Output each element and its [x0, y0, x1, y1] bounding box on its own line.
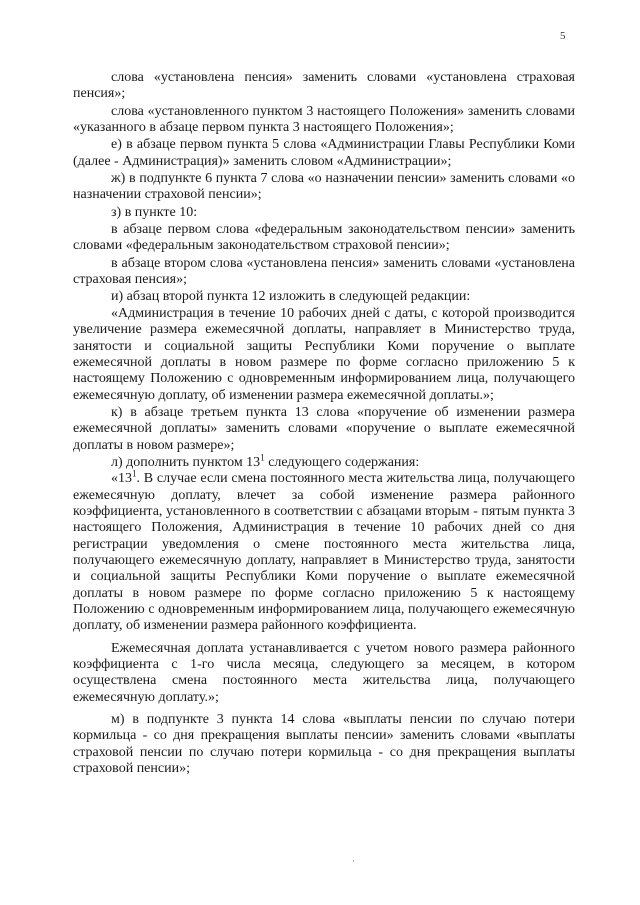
paragraph: м) в подпункте 3 пункта 14 слова «выплаты пенсии по случаю потери кормильца - со дня прекращения выплаты пенсии» заменить словами «выплаты страховой пенсии по случаю потери кормильца - со дня прекращения выплаты страховой пенсии»;	[73, 712, 575, 777]
paragraph-text: л) дополнить пунктом 13	[111, 454, 261, 470]
paragraph	[73, 468, 575, 634]
superscript: 1	[260, 452, 265, 463]
superscript: 1	[132, 468, 137, 479]
paragraph-text: следующего содержания:	[264, 454, 420, 470]
paragraph: к) в абзаце третьем пункта 13 слова «поручение об изменении размера ежемесячной доплаты» заменить словами «поручение о выплате ежемесячной доплаты в новом размере»;	[73, 404, 575, 453]
paragraph: з) в пункте 10:	[111, 204, 198, 220]
paragraph: слова «установленного пунктом 3 настоящего Положения» заменить словами «указанного в абзаце первом пункта 3 настоящего Положения»;	[73, 103, 575, 136]
paragraph: «Администрация в течение 10 рабочих дней с даты, с которой производится увеличение размера ежемесячной доплаты, направляет в Министерство труда, занятости и социальной защиты Республики Коми поручение о выплате ежемесячной доплаты в новом размере по форме согласно приложению 5 к настоящему Положению с одновременным информированием лица, получающего ежемесячную доплату, об изменении размера ежемесячной доплаты.»;	[73, 305, 575, 403]
page-number: 5	[560, 30, 566, 42]
paragraph-text: «13	[111, 471, 132, 487]
document-body	[73, 70, 575, 777]
paragraph	[73, 452, 575, 471]
paragraph: и) абзац второй пункта 12 изложить в следующей редакции:	[111, 289, 471, 305]
paragraph: слова «установлена пенсия» заменить словами «установлена страховая пенсия»;	[73, 70, 575, 102]
paragraph: Ежемесячная доплата устанавливается с учетом нового размера районного коэффициента с 1-го числа месяца, следующего за месяцем, в котором осуществлена смена постоянного места жительства лица, получающего ежемесячную доплату.»;	[73, 640, 575, 705]
scan-speck: ·	[352, 856, 355, 866]
paragraph: в абзаце первом слова «федеральным законодательством пенсии» заменить словами «федеральным законодательством страховой пенсии»;	[73, 222, 575, 254]
paragraph-text: . В случае если смена постоянного места жительства лица, получающего ежемесячную доплату, влечет за собой изменение размера районного коэффициента, установленного в соответствии с абзацами вторым - пятым пункта 3 настоящего Положения, Администрация в течение 10 рабочих дней со дня регистрации уведомления о смене постоянного места жительства лица, получающего ежемесячную доплату, направляет в Министерство труда, занятости и социальной защиты Республики Коми поручение о выплате ежемесячной доплаты в новом размере по форме согласно приложению 5 к настоящему Положению с одновременным информированием лица, получающего ежемесячную доплату, об изменении размера районного коэффициента.	[73, 471, 575, 634]
paragraph: е) в абзаце первом пункта 5 слова «Администрации Главы Республики Коми (далее - Администрация)» заменить словом «Администрации»;	[73, 137, 575, 169]
paragraph: ж) в подпункте 6 пункта 7 слова «о назначении пенсии» заменить словами «о назначении страховой пенсии»;	[73, 171, 575, 203]
paragraph: в абзаце втором слова «установлена пенсия» заменить словами «установлена страховая пенсия»;	[73, 255, 575, 288]
